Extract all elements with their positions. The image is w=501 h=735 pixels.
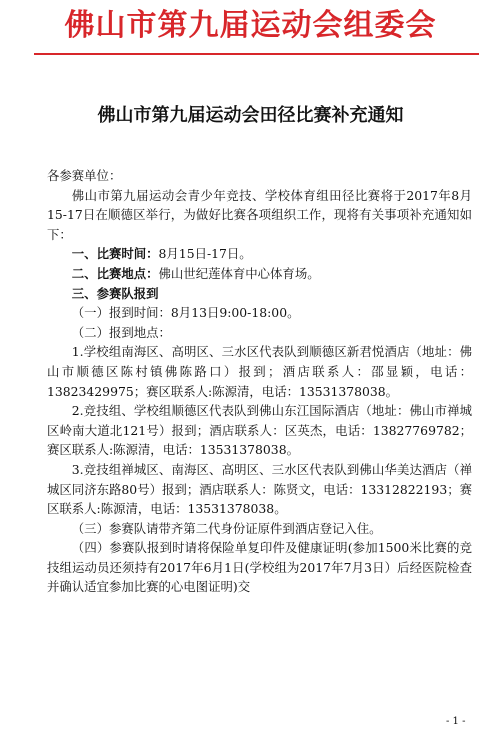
intro-paragraph: 佛山市第九届运动会青少年竞技、学校体育组田径比赛将于2017年8月15-17日在顺德区举行，为做好比赛各项组织工作，现将有关事项补充通知如下： [47, 187, 472, 242]
section-teams-heading: 三、参赛队报到 [71, 285, 159, 301]
id-card-note: （三）参赛队请带齐第二代身份证原件到酒店登记入住。 [71, 520, 382, 536]
report-place-2: 2.竞技组、学校组顺德区代表队到佛山东江国际酒店（地址：佛山市禅城区岭南大道北121号）报到；酒店联系人：区英杰，电话：13827769782；赛区联系人:陈源清，电话：13531378038。 [47, 403, 472, 458]
document-body [47, 166, 472, 597]
section-venue-heading: 二、比赛地点： [71, 265, 159, 281]
report-place-3: 3.竞技组禅城区、南海区、高明区、三水区代表队到佛山华美达酒店（禅城区同济东路80号）报到；酒店联系人：陈贤文，电话：13312822193；赛区联系人:陈源清，电话：13531378038。 [47, 461, 472, 517]
salutation: 各参赛单位： [47, 168, 122, 183]
section-time [47, 244, 472, 264]
section-venue-value: 佛山世纪莲体育中心体育场。 [158, 265, 320, 281]
insurance-note: （四）参赛队报到时请将保险单复印件及健康证明(参加1500米比赛的竞技组运动员还须持有2017年6月1日(学校组为2017年7月3日）后经医院检查并确认适宜参加比赛的心电图证明)交 [47, 540, 472, 595]
page-number: - 1 - [446, 716, 466, 727]
report-time: （一）报到时间：8月13日9:00-18:00。 [71, 305, 300, 321]
masthead-red-rule [34, 53, 479, 55]
document-title: 佛山市第九届运动会田径比赛补充通知 [97, 105, 404, 126]
report-place: （二）报到地点： [71, 324, 171, 340]
report-place-1: 1.学校组南海区、高明区、三水区代表队到顺德区新君悦酒店（地址：佛山市顺德区陈村镇佛陈路口）报到；酒店联系人：邵显颖，电话：13823429975；赛区联系人:陈源清，电话：13531378038。 [47, 344, 472, 399]
masthead: 佛山市第九届运动会组委会 [64, 8, 437, 43]
section-time-heading: 一、比赛时间： [71, 246, 159, 262]
section-venue [47, 264, 472, 284]
section-time-value: 8月15日-17日。 [158, 246, 252, 262]
